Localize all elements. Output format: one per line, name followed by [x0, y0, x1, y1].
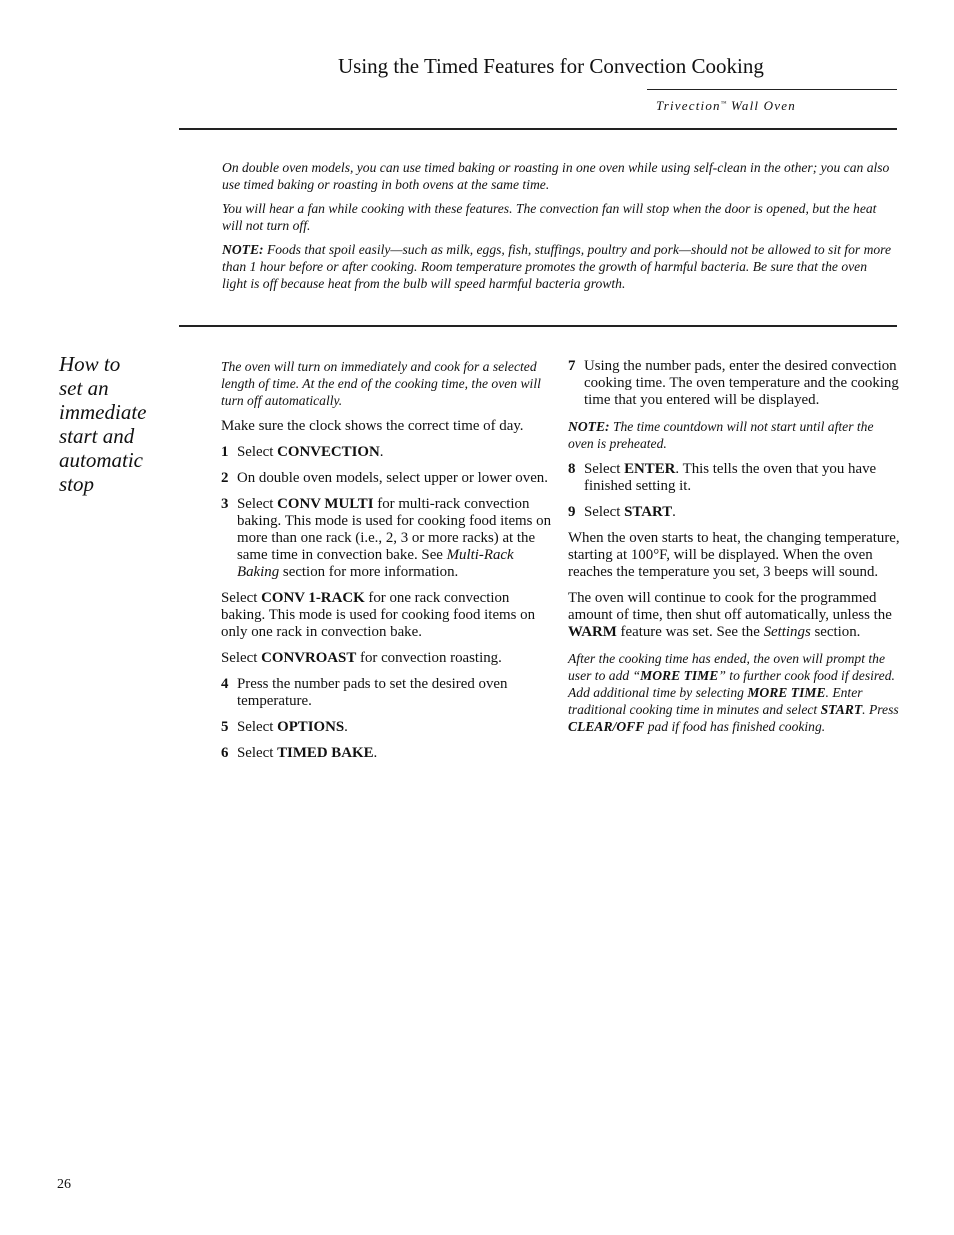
key-more-time: MORE TIME: [747, 685, 826, 700]
step-3-option-roast: Select CONVROAST for convection roasting.: [221, 650, 502, 666]
step-text: Select START.: [584, 504, 676, 520]
step-number: 1: [221, 444, 229, 460]
continue-paragraph: The oven will continue to cook for the programmed amount of time, then shut off automatically, unless the WARM feature was set. See the Settings section.: [568, 590, 892, 640]
page-title: Using the Timed Features for Convection Cooking: [338, 54, 764, 78]
step-3: [221, 496, 553, 581]
intro-paragraph: On double oven models, you can use timed baking or roasting in one oven while using self-clean in the other; you can also use timed baking or roasting in both ovens at the same time.: [222, 160, 890, 192]
step-number: 7: [568, 358, 576, 374]
key-start: START: [820, 702, 863, 717]
lead-paragraph: The oven will turn on immediately and cook for a selected length of time. At the end of the cooking time, the oven will turn off automatically.: [221, 359, 541, 408]
after-cooking-paragraph: After the cooking time has ended, the oven will prompt the user to add “MORE TIME” to further cook food if desired. Add additional time by selecting MORE TIME. Enter traditional cooking time in minutes and select START. Press CLEAR/OFF pad if food has finished cooking.: [568, 651, 899, 734]
step-number: 3: [221, 496, 229, 512]
product-subtitle: [656, 96, 796, 114]
step-text: Select TIMED BAKE.: [237, 745, 378, 761]
step-number: 8: [568, 461, 576, 477]
instructions-column-left: [221, 358, 553, 771]
subtitle-brand: Trivection: [656, 98, 721, 113]
key-timed-bake: TIMED BAKE: [277, 745, 374, 761]
heating-paragraph: When the oven starts to heat, the changing temperature, starting at 100°F, will be displayed. When the oven reaches the temperature you set, 3 beeps will sound.: [568, 530, 900, 580]
step-3-option-1rack: Select CONV 1-RACK for one rack convection baking. This mode is used for cooking food items on only one rack in convection bake.: [221, 590, 536, 640]
step-6: [221, 745, 553, 762]
trademark-mark: ™: [720, 101, 727, 107]
step-number: 5: [221, 719, 229, 735]
section-heading: [59, 352, 169, 496]
heading-line: automatic: [59, 448, 143, 472]
step-text: Select OPTIONS.: [237, 719, 348, 735]
key-convroast: CONVROAST: [261, 650, 357, 666]
step-number: 4: [221, 676, 229, 692]
heading-line: start and: [59, 424, 135, 448]
step-text: On double oven models, select upper or lower oven.: [237, 470, 548, 486]
section-reference: Settings: [763, 624, 811, 640]
step-text: Press the number pads to set the desired oven temperature.: [237, 676, 508, 709]
heading-line: How to: [59, 352, 121, 376]
key-start: START: [624, 504, 673, 520]
intro-block: [222, 159, 892, 299]
key-enter: ENTER: [624, 461, 676, 477]
subtitle-rest: Wall Oven: [726, 98, 796, 113]
heading-line: set an: [59, 376, 109, 400]
step-number: 2: [221, 470, 229, 486]
section-reference: Multi-Rack Baking: [237, 547, 514, 580]
heading-line: stop: [59, 472, 95, 496]
key-clear-off: CLEAR/OFF: [568, 719, 645, 734]
page-number: 26: [57, 1177, 71, 1192]
key-more-time: MORE TIME: [640, 668, 719, 683]
key-options: OPTIONS: [277, 719, 345, 735]
note-label: NOTE:: [222, 242, 264, 257]
note-label: NOTE:: [568, 419, 610, 434]
header-rule-short: [647, 89, 897, 90]
intro-paragraph: You will hear a fan while cooking with these features. The convection fan will stop when the door is opened, but the heat will not turn off.: [222, 201, 877, 233]
key-conv-multi: CONV MULTI: [277, 496, 374, 512]
note-text: Foods that spoil easily—such as milk, eggs, fish, stuffings, poultry and pork—should not be allowed to sit for more than 1 hour before or after cooking. Room temperature promotes the growth of harmful bacteria. Be sure that the oven light is off because heat from the bulb will speed harmful bacteria growth.: [222, 242, 891, 291]
intro-note: [222, 241, 892, 292]
step-5: [221, 719, 553, 736]
step-9: [568, 504, 900, 521]
step-text: Select CONVECTION.: [237, 444, 384, 460]
step-text: Select ENTER. This tells the oven that you have finished setting it.: [584, 461, 877, 494]
section-divider: [179, 325, 897, 327]
step-8: [568, 461, 900, 495]
key-convection: CONVECTION: [277, 444, 380, 460]
step-text: Select CONV MULTI for multi-rack convection baking. This mode is used for cooking food items on more than one rack (i.e., 2, 3 or more racks) at the same time in convection bake. See Multi-Rack Baking section for more information.: [237, 496, 552, 580]
heading-line: immediate: [59, 400, 147, 424]
key-conv-1-rack: CONV 1-RACK: [261, 590, 365, 606]
step-4: [221, 676, 553, 710]
clock-note: Make sure the clock shows the correct time of day.: [221, 418, 524, 434]
instructions-column-right: [568, 358, 900, 744]
header-divider: [179, 128, 897, 130]
preheat-note: NOTE: The time countdown will not start until after the oven is preheated.: [568, 419, 874, 451]
step-1: [221, 444, 553, 461]
step-2: [221, 470, 553, 487]
step-7: [568, 358, 900, 409]
key-warm: WARM: [568, 624, 617, 640]
step-number: 9: [568, 504, 576, 520]
step-number: 6: [221, 745, 229, 761]
step-text: Using the number pads, enter the desired convection cooking time. The oven temperature and the cooking time that you entered will be displayed.: [584, 358, 899, 408]
